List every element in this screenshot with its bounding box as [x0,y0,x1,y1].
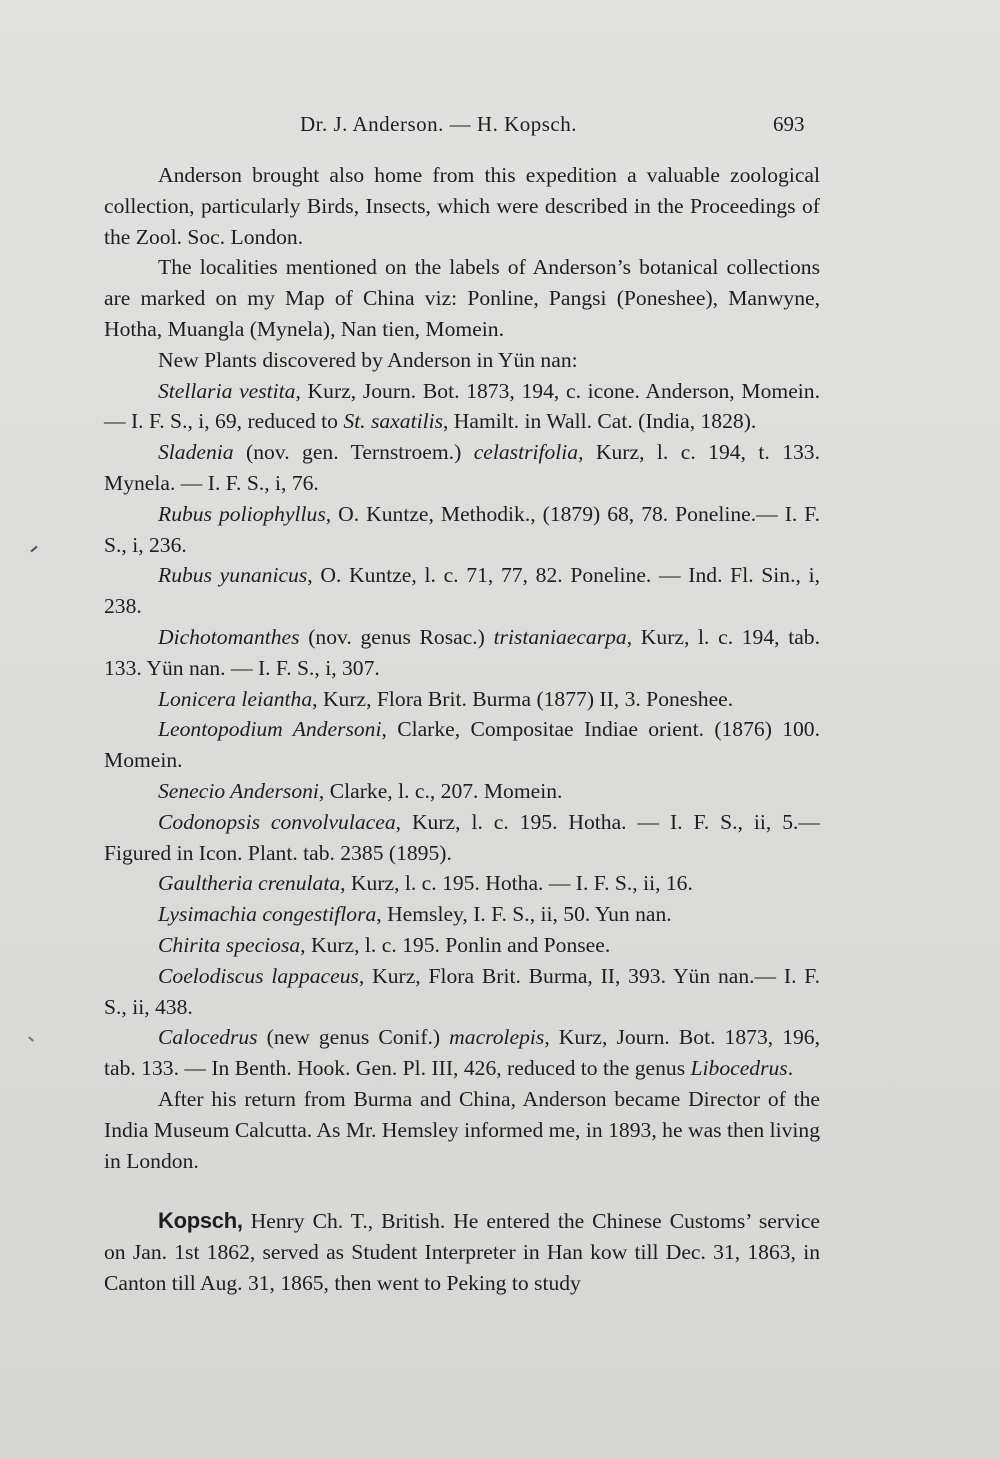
plant-name: celastrifolia [473,440,579,465]
plant-citation: , Kurz, l. c. 195. Ponlin and Ponsee. [300,932,611,957]
plant-entry [104,376,820,438]
page-header [0,112,1000,142]
plant-name: St. saxatilis [343,409,443,434]
page-number: 693 [773,112,805,136]
plant-name: Dichotomanthes [158,624,300,649]
plant-name: Lysimachia congestiflora [158,902,377,927]
plant-entry [104,961,820,1023]
plant-name: Chirita speciosa [158,932,301,957]
plant-citation: , Kurz, l. c. 194, tab. 133. Yün nan. — I. F. S., i, 307. [104,624,821,680]
paragraph-new-plants-heading: New Plants discovered by Anderson in Yün nan: [158,347,578,372]
plant-name: Rubus poliophyllus [158,501,326,526]
plant-name: Leontopodium Andersoni [158,717,382,742]
plant-name: Gaultheria crenulata [158,871,341,896]
plant-citation: , Clarke, l. c., 207. Momein. [318,778,563,803]
plant-name: Codonopsis convolvulacea [158,809,396,834]
running-head: Dr. J. Anderson. — H. Kopsch. [300,112,577,136]
plant-entry [104,1022,820,1084]
plant-citation: , Kurz, Journ. Bot. 1873, 196, tab. 133. — In Benth. Hook. Gen. Pl. III, 426, reduced to the genus [104,1025,820,1081]
plant-name: Stellaria vestita [158,378,296,403]
plant-citation: . [787,1056,794,1081]
body-text [104,160,820,1299]
plant-name: macrolepis [449,1025,545,1050]
plant-entry [104,499,820,561]
plant-entry [104,776,820,807]
plant-name: Sladenia [158,440,234,465]
plant-citation: (nov. gen. Ternstroem.) [233,440,474,465]
plant-citation: , Kurz, l. c. 194, t. 133. Mynela. — I. F. S., i, 76. [104,440,820,495]
plant-entry [104,684,820,715]
plant-entry [104,930,820,961]
plant-entry [104,560,820,622]
plant-citation: (new genus Conif.) [257,1025,450,1050]
paragraph-zoological-collection: Anderson brought also home from this expedition a valuable zoological collection, particularly Birds, Insects, which were described in the Proceedings of the Zool. Soc. London. [104,163,820,249]
plant-citation: , Hamilt. in Wall. Cat. (India, 1828). [442,409,757,434]
plant-name: Calocedrus [158,1025,258,1050]
plant-entry [104,714,820,776]
plant-entry [104,807,820,869]
plant-citation: (nov. genus Rosac.) [299,624,494,649]
plant-entry [104,437,820,499]
plant-citation: , Hemsley, I. F. S., ii, 50. Yun nan. [376,902,672,927]
plant-citation: , Kurz, l. c. 195. Hotha. — I. F. S., ii, 16. [340,871,693,896]
margin-mark [28,1036,34,1041]
plant-citation: , Kurz, l. c. 195. Hotha. — I. F. S., ii, 5.— Figured in Icon. Plant. tab. 2385 (1895). [104,809,820,865]
plant-citation: , Kurz, Flora Brit. Burma, II, 393. Yün nan.— I. F. S., ii, 438. [104,963,820,1019]
paragraph-localities: The localities mentioned on the labels of Anderson’s botanical collections are marked on my Map of China viz: Ponline, Pangsi (Poneshee), Manwyne, Hotha, Muangla (Mynela), Nan tien, Momein. [104,255,820,341]
plant-entry [104,868,820,899]
plant-citation: , Clarke, Compositae Indiae orient. (1876) 100. Momein. [104,717,820,773]
plant-citation: , O. Kuntze, Methodik., (1879) 68, 78. Poneline.— I. F. S., i, 236. [104,501,820,557]
plant-citation: , O. Kuntze, l. c. 71, 77, 82. Poneline. — Ind. Fl. Sin., i, 238. [104,563,820,619]
plant-citation: , Kurz, Flora Brit. Burma (1877) II, 3. Poneshee. [312,686,734,711]
plant-entry [104,899,820,930]
plant-name: Coelodiscus lappaceus [158,963,359,988]
plant-citation: , Kurz, Journ. Bot. 1873, 194, c. icone. Anderson, Momein. — I. F. S., i, 69, reduced to [104,378,820,434]
paragraph-return-calcutta: After his return from Burma and China, Anderson became Director of the India Museum Calcutta. As Mr. Hemsley informed me, in 1893, he was then living in London. [104,1086,820,1173]
plant-name: Rubus yunanicus [158,563,308,588]
entry-text: Henry Ch. T., British. He entered the Chinese Customs’ service on Jan. 1st 1862, served as Student Interpreter in Han kow till Dec. 31, 1863, in Canton till Aug. 31, 1865, then went to Peking to study [104,1209,820,1295]
plant-name: Lonicera leiantha [158,686,313,711]
entry-kopsch [104,1206,820,1298]
margin-mark [30,546,37,553]
entry-heading: Kopsch, [158,1208,243,1234]
plant-name: tristaniaecarpa [493,624,627,649]
plant-entry [104,622,820,684]
plant-name: Libocedrus [690,1056,788,1081]
plant-name: Senecio Andersoni [158,778,319,803]
